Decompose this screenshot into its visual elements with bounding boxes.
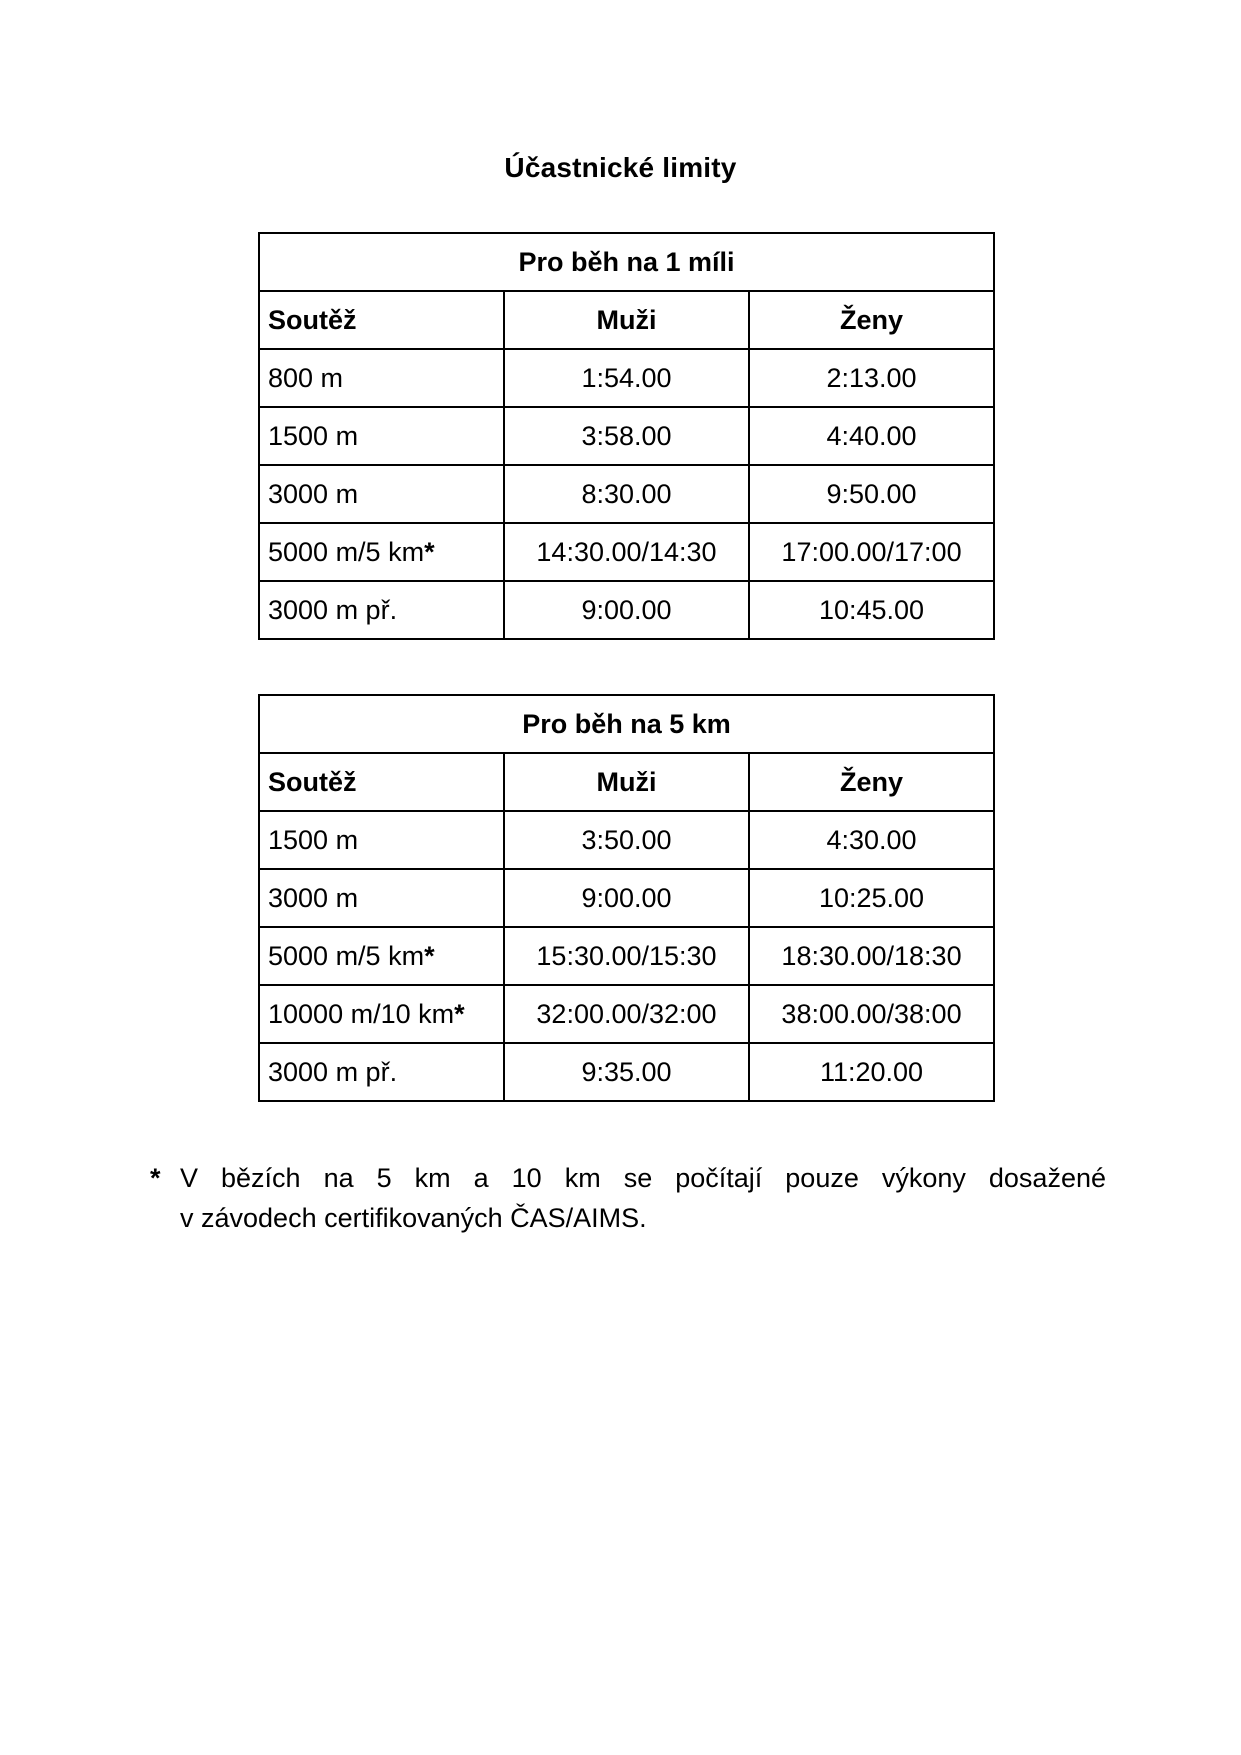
column-header-event: Soutěž — [259, 291, 504, 349]
women-limit-cell: 10:25.00 — [749, 869, 994, 927]
men-limit-cell: 3:50.00 — [504, 811, 749, 869]
column-header-event: Soutěž — [259, 753, 504, 811]
limits-table-5km — [258, 694, 995, 1102]
event-star: * — [454, 998, 465, 1029]
event-cell — [259, 407, 504, 465]
table-caption-row — [259, 695, 994, 753]
table-row — [259, 349, 994, 407]
table-caption: Pro běh na 5 km — [259, 695, 994, 753]
men-limit-cell: 3:58.00 — [504, 407, 749, 465]
page-title: Účastnické limity — [504, 152, 737, 183]
footnote-text — [180, 1158, 1106, 1238]
footnote — [150, 1158, 1106, 1238]
table-row — [259, 1043, 994, 1101]
table-row — [259, 927, 994, 985]
table-row — [259, 407, 994, 465]
event-star: * — [424, 940, 435, 971]
women-limit-cell: 9:50.00 — [749, 465, 994, 523]
event-star: * — [424, 536, 435, 567]
table-row — [259, 985, 994, 1043]
men-limit-cell: 1:54.00 — [504, 349, 749, 407]
footnote-marker: * — [150, 1163, 161, 1193]
column-header-women: Ženy — [749, 291, 994, 349]
table-row — [259, 465, 994, 523]
event-cell — [259, 465, 504, 523]
men-limit-cell: 32:00.00/32:00 — [504, 985, 749, 1043]
men-limit-cell: 9:35.00 — [504, 1043, 749, 1101]
table-row — [259, 869, 994, 927]
women-limit-cell: 2:13.00 — [749, 349, 994, 407]
event-cell — [259, 1043, 504, 1101]
table-row — [259, 581, 994, 639]
men-limit-cell: 8:30.00 — [504, 465, 749, 523]
event-cell — [259, 927, 504, 985]
women-limit-cell: 17:00.00/17:00 — [749, 523, 994, 581]
men-limit-cell: 15:30.00/15:30 — [504, 927, 749, 985]
event-cell — [259, 581, 504, 639]
men-limit-cell: 9:00.00 — [504, 581, 749, 639]
women-limit-cell: 18:30.00/18:30 — [749, 927, 994, 985]
table-row — [259, 523, 994, 581]
men-limit-cell: 9:00.00 — [504, 869, 749, 927]
women-limit-cell: 38:00.00/38:00 — [749, 985, 994, 1043]
event-cell — [259, 985, 504, 1043]
column-header-men: Muži — [504, 291, 749, 349]
table-header-row — [259, 753, 994, 811]
event-label: 1500 m — [268, 420, 359, 451]
event-label: 800 m — [268, 362, 344, 393]
limits-table-mile — [258, 232, 995, 640]
women-limit-cell: 4:40.00 — [749, 407, 994, 465]
event-label: 3000 m — [268, 478, 359, 509]
table-caption: Pro běh na 1 míli — [259, 233, 994, 291]
column-header-women: Ženy — [749, 753, 994, 811]
column-header-men: Muži — [504, 753, 749, 811]
footnote-line-1: V bězích na 5 km a 10 km se počítají pouze výkony dosažené — [180, 1163, 1106, 1193]
event-label: 3000 m př. — [268, 594, 398, 625]
women-limit-cell: 11:20.00 — [749, 1043, 994, 1101]
event-label: 3000 m — [268, 882, 359, 913]
event-cell — [259, 523, 504, 581]
event-cell — [259, 349, 504, 407]
event-label: 3000 m př. — [268, 1056, 398, 1087]
table-caption-row — [259, 233, 994, 291]
men-limit-cell: 14:30.00/14:30 — [504, 523, 749, 581]
event-cell — [259, 869, 504, 927]
event-label: 5000 m/5 km — [268, 940, 425, 971]
event-label: 10000 m/10 km — [268, 998, 455, 1029]
event-label: 5000 m/5 km — [268, 536, 425, 567]
event-cell — [259, 811, 504, 869]
table-header-row — [259, 291, 994, 349]
event-label: 1500 m — [268, 824, 359, 855]
footnote-line-2: v závodech certifikovaných ČAS/AIMS. — [180, 1203, 647, 1233]
women-limit-cell: 10:45.00 — [749, 581, 994, 639]
women-limit-cell: 4:30.00 — [749, 811, 994, 869]
table-row — [259, 811, 994, 869]
